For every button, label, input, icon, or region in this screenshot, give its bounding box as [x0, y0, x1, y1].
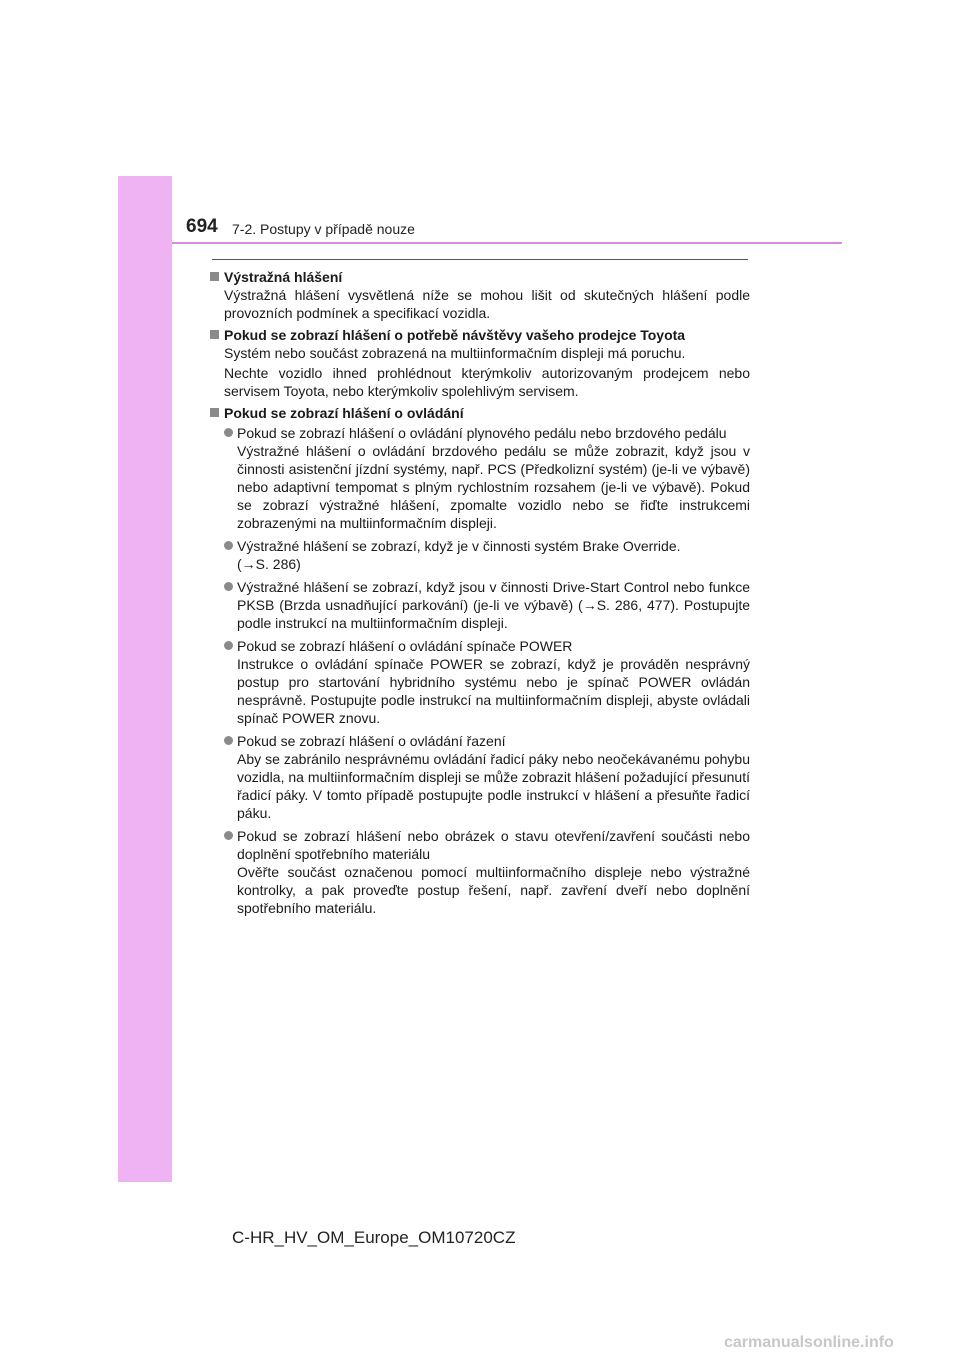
section-title: 7-2. Postupy v případě nouze	[232, 221, 415, 237]
circle-bullet-icon	[224, 641, 233, 650]
circle-bullet-icon	[224, 582, 233, 591]
circle-bullet-icon	[224, 831, 233, 840]
list-item: Výstražné hlášení se zobrazí, když je v činnosti systém Brake Override. (→S. 286)	[224, 537, 750, 573]
list-item: Pokud se zobrazí hlášení o ovládání plynového pedálu nebo brzdového pedálu Výstražné hlášení o ovládání brzdového pedálu se může zobrazit, když jsou v činnosti asistenční jízdní systémy, např. PCS (Předkolizní systém) (je-li ve výbavě) nebo adaptivní tempomat s plným rychlostním rozsahem (je-li ve výbavě). Pokud se zobrazí výstražné hlášení, zpomalte vozidlo nebo se řiďte instrukcemi zobrazenými na multiinformačním displeji.	[224, 424, 750, 532]
document-code: C-HR_HV_OM_Europe_OM10720CZ	[232, 1228, 516, 1247]
square-bullet-icon	[210, 272, 219, 281]
section-paragraph: Systém nebo součást zobrazená na multiinformačním displeji má poruchu.	[224, 345, 686, 361]
section-heading: Výstražná hlášení	[210, 268, 750, 286]
bullet-list	[210, 424, 750, 917]
list-item: Pokud se zobrazí hlášení o ovládání řazení Aby se zabránilo nesprávnému ovládání řadicí páky nebo neočekávanému pohybu vozidla, na multiinformačním displeji se může zobrazit hlášení požadující přesunutí řadicí páky. V tomto případě postupujte podle instrukcí v hlášení a přesuňte řadicí páku.	[224, 732, 750, 822]
watermark: carmanualsonline.info	[724, 1334, 894, 1351]
content-rule	[212, 259, 748, 260]
page-number: 694	[186, 216, 218, 237]
list-item: Výstražné hlášení se zobrazí, když jsou v činnosti Drive-Start Control nebo funkce PKSB (Brzda usnadňující parkování) (je-li ve výbavě) (→S. 286, 477). Postupujte podle instrukcí na multiinformačním displeji.	[224, 578, 750, 632]
section-heading: Pokud se zobrazí hlášení o potřebě návštěvy vašeho prodejce Toyota	[210, 326, 750, 344]
list-item: Pokud se zobrazí hlášení nebo obrázek o stavu otevření/zavření součásti nebo doplnění spotřebního materiálu Ověřte součást označenou pomocí multiinformačního displeje nebo výstražné kontrolky, a pak proveďte postup řešení, např. zavření dveří nebo doplnění spotřebního materiálu.	[224, 827, 750, 917]
circle-bullet-icon	[224, 736, 233, 745]
content	[210, 268, 750, 922]
side-tab	[118, 176, 172, 1182]
circle-bullet-icon	[224, 428, 233, 437]
section-operation-messages	[210, 404, 750, 917]
list-item: Pokud se zobrazí hlášení o ovládání spínače POWER Instrukce o ovládání spínače POWER se zobrazí, když je prováděn nesprávný postup pro startování hybridního systému nebo je spínač POWER ovládán nesprávně. Postupujte podle instrukcí na multiinformačním displeji, abyste ovládali spínač POWER znovu.	[224, 637, 750, 727]
section-dealer-visit	[210, 326, 750, 400]
section-heading: Pokud se zobrazí hlášení o ovládání	[210, 404, 750, 422]
section-paragraph: Nechte vozidlo ihned prohlédnout kterýmkoliv autorizovaným prodejcem nebo servisem Toyota, nebo kterýmkoliv spolehlivým servisem.	[224, 365, 750, 399]
section-warning-messages	[210, 268, 750, 322]
header-rule	[172, 242, 842, 244]
section-paragraph: Výstražná hlášení vysvětlená níže se mohou lišit od skutečných hlášení podle provozních podmínek a specifikací vozidla.	[224, 287, 750, 321]
square-bullet-icon	[210, 330, 219, 339]
square-bullet-icon	[210, 408, 219, 417]
circle-bullet-icon	[224, 541, 233, 550]
